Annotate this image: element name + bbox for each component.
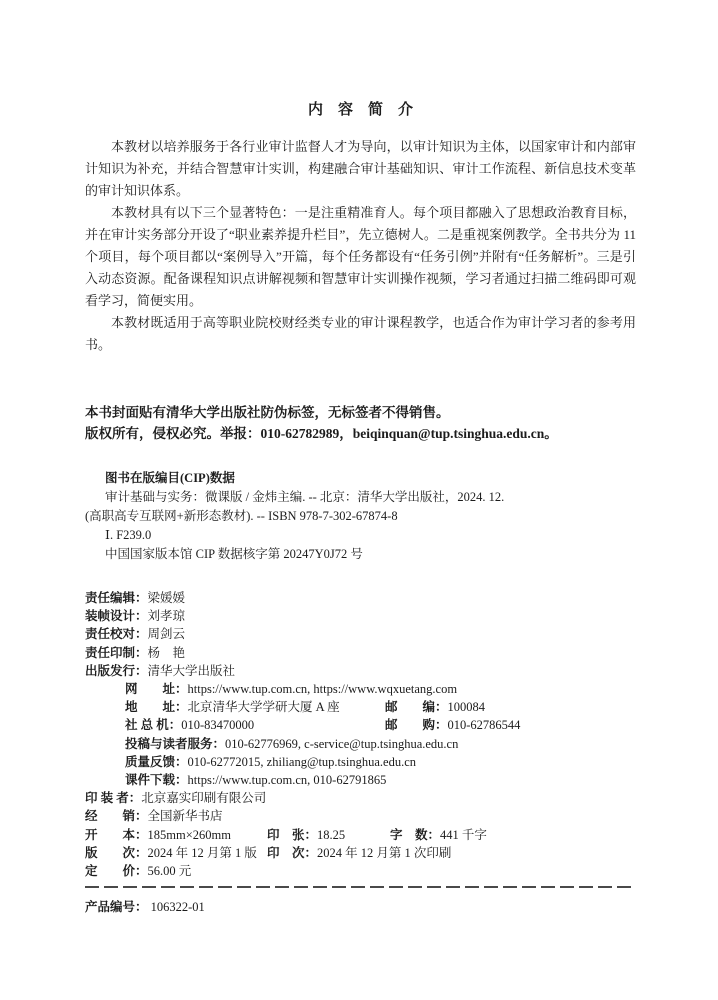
colophon-row-format [85, 826, 636, 844]
colophon-segment [267, 826, 390, 844]
product-number-label: 产品编号： [85, 900, 148, 915]
intro-paragraph: 本教材既适用于高等职业院校财经类专业的审计课程教学，也适合作为审计学习者的参考用书。 [85, 315, 636, 352]
colophon-label: 定 价： [85, 864, 148, 879]
intro-paragraph: 本教材具有以下三个显著特色：一是注重精准育人。每个项目都融入了思想政治教育目标，并在审计实务部分开设了“职业素养提升栏目”，先立德树人。二是重视案例教学。全书共分为 11 个项目，每个项目都以“案例导入”开篇，每个任务都设有“任务引例”并附有“任务解析”。三是引入动态资源。配备课程知识点讲解视频和智慧审计实训操作视频，学习者通过扫描二维码即可观看学习，简便实用。 [85, 205, 636, 308]
colophon-segment [267, 844, 451, 862]
colophon-value: 100084 [447, 700, 486, 715]
cip-title-line: 审计基础与实务：微课版 / 金炜主编. -- 北京：清华大学出版社，2024. 12. [105, 490, 505, 504]
cip-heading: 图书在版编目(CIP)数据 [105, 471, 235, 485]
colophon-value: 18.25 [317, 827, 346, 842]
colophon-row-price [85, 862, 636, 880]
product-number-value: 106322-01 [150, 900, 205, 915]
colophon-row-edition [85, 844, 636, 862]
page-content [85, 0, 636, 916]
notice-line: 版权所有，侵权必究。举报：010-62782989，beiqinquan@tup.tsinghua.edu.cn。 [85, 426, 558, 441]
colophon-label: 责任校对： [85, 627, 148, 642]
colophon-label: 地 址： [125, 700, 188, 715]
colophon-label: 经 销： [85, 809, 148, 824]
colophon-row-designer [85, 607, 636, 625]
page-title: 内 容 简 介 [307, 102, 413, 118]
colophon-value: 56.00 元 [147, 864, 192, 879]
divider-dashed-line [85, 886, 636, 888]
colophon-value: 2024 年 12 月第 1 次印刷 [317, 845, 452, 860]
colophon-value: https://www.tup.com.cn, https://www.wqxuetang.com [187, 682, 458, 697]
colophon-value: 010-62786544 [447, 718, 521, 733]
colophon-label: 开 本： [85, 827, 148, 842]
colophon-row-reader-service [85, 735, 636, 753]
cip-class-line: Ⅰ. F239.0 [105, 528, 152, 542]
colophon-label: 出版发行： [85, 663, 148, 678]
colophon-segment [85, 826, 267, 844]
colophon-row-printer [85, 789, 636, 807]
colophon-value: 刘孝琼 [147, 609, 186, 624]
colophon-value: 185mm×260mm [147, 827, 231, 842]
colophon-segment [385, 698, 485, 716]
colophon-row-proofreader [85, 625, 636, 643]
colophon-segment [125, 698, 385, 716]
colophon-label: 网 址： [125, 682, 188, 697]
colophon-value: 周剑云 [147, 627, 186, 642]
colophon-label: 邮 购： [385, 718, 448, 733]
intro-section [85, 136, 636, 356]
anti-piracy-notice [85, 402, 636, 444]
colophon-label: 质量反馈： [125, 754, 188, 769]
colophon-label: 投稿与读者服务： [125, 736, 226, 751]
colophon-value: 梁媛媛 [147, 591, 186, 605]
colophon-segment [125, 716, 385, 734]
cip-series-line: (高职高专互联网+新形态教材). -- ISBN 978-7-302-67874-8 [85, 509, 398, 523]
colophon-value: https://www.tup.com.cn, 010-62791865 [187, 773, 387, 788]
colophon-label: 版 次： [85, 845, 148, 860]
colophon-label: 印 张： [267, 827, 318, 842]
cip-registry-line: 中国国家版本馆 CIP 数据核字第 20247Y0J72 号 [105, 547, 363, 561]
colophon-segment [390, 826, 487, 844]
colophon-segment [85, 844, 267, 862]
colophon-row-switchboard [85, 716, 636, 734]
colophon-label: 印 装 者： [85, 791, 142, 806]
colophon-row-editor [85, 589, 636, 607]
colophon-label: 字 数： [390, 827, 441, 842]
colophon-label: 责任印制： [85, 645, 148, 660]
cip-data-block [85, 469, 636, 564]
colophon-row-courseware-download [85, 771, 636, 789]
colophon-row-distributor [85, 807, 636, 825]
product-number-line [85, 898, 636, 916]
colophon-value: 010-62776969, c-service@tup.tsinghua.edu.cn [225, 736, 459, 751]
colophon-value: 010-62772015, zhiliang@tup.tsinghua.edu.cn [187, 754, 417, 769]
colophon-value: 北京清华大学学研大厦 A 座 [187, 700, 340, 715]
colophon-row-website [85, 680, 636, 698]
colophon-label: 印 次： [267, 845, 318, 860]
notice-line: 本书封面贴有清华大学出版社防伪标签，无标签者不得销售。 [85, 405, 450, 420]
colophon-row-publisher [85, 662, 636, 680]
colophon-label: 邮 编： [385, 700, 448, 715]
colophon-label: 装帧设计： [85, 609, 148, 624]
colophon-row-print-supervisor [85, 644, 636, 662]
colophon-label: 课件下载： [125, 773, 188, 788]
colophon-value: 全国新华书店 [147, 809, 223, 824]
colophon-value: 2024 年 12 月第 1 版 [147, 845, 257, 860]
intro-paragraph: 本教材以培养服务于各行业审计监督人才为导向，以审计知识为主体，以国家审计和内部审计知识为补充，并结合智慧审计实训，构建融合审计基础知识、审计工作流程、新信息技术变革的审计知识体系。 [85, 139, 636, 198]
colophon-segment [385, 716, 520, 734]
colophon-value: 杨 艳 [147, 645, 186, 660]
colophon-label: 社 总 机： [125, 718, 182, 733]
colophon-section [85, 589, 636, 880]
colophon-row-address [85, 698, 636, 716]
colophon-row-quality-feedback [85, 753, 636, 771]
colophon-value: 北京嘉实印刷有限公司 [141, 791, 267, 806]
colophon-label: 责任编辑： [85, 591, 148, 605]
colophon-value: 010-83470000 [181, 718, 255, 733]
colophon-value: 441 千字 [440, 827, 487, 842]
colophon-value: 清华大学出版社 [147, 663, 236, 678]
